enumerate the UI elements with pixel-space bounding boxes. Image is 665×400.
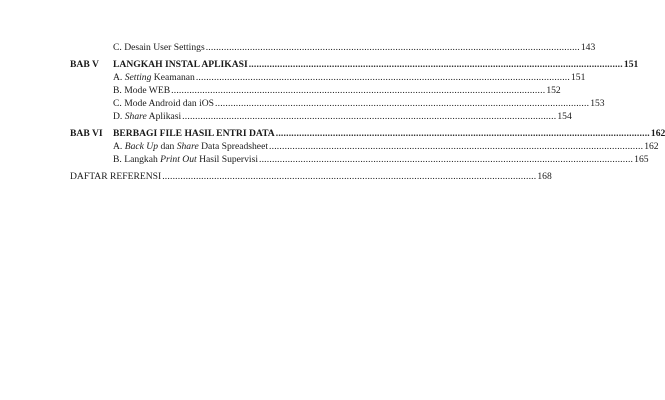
toc-page-number: 153 xyxy=(590,98,605,109)
dot-leader: ................................................................................................................................................ xyxy=(215,98,590,109)
toc-entry-label: C. Desain User Settings xyxy=(113,42,205,53)
toc-page-number: 165 xyxy=(634,154,649,165)
chapter-number-bab-vi: BAB VI xyxy=(70,128,103,139)
toc-page-number: 162 xyxy=(644,141,659,152)
toc-entry-label: A. Back Up dan Share Data Spreadsheet xyxy=(113,141,268,152)
dot-leader: ................................................................................................................................................ xyxy=(248,59,623,70)
toc-chapter-heading-bab-v xyxy=(113,58,639,71)
italic-term: Back Up xyxy=(124,141,159,152)
chapter-number-bab-v: BAB V xyxy=(70,59,99,70)
toc-page-number: 151 xyxy=(623,59,639,70)
toc-page-number: 143 xyxy=(580,42,596,53)
toc-page-number: 168 xyxy=(537,171,552,182)
italic-term: Setting xyxy=(124,72,152,83)
toc-entry-label: B. Mode WEB xyxy=(113,85,171,96)
toc-entry-label: D. Share Aplikasi xyxy=(113,111,182,122)
toc-page-number: 162 xyxy=(650,128,665,139)
dot-leader: ................................................................................................................................................ xyxy=(258,154,634,165)
toc-page-number: 152 xyxy=(546,85,561,96)
toc-entry-share-aplikasi xyxy=(113,110,572,123)
toc-entry-mode-web xyxy=(113,84,561,97)
toc-entry-print-out xyxy=(113,153,649,166)
toc-entry-label: A. Setting Keamanan xyxy=(113,72,195,83)
italic-term: Share xyxy=(124,111,147,122)
toc-entry-label: DAFTAR REFERENSI xyxy=(70,171,162,182)
toc-chapter-heading-bab-vi xyxy=(113,127,665,140)
chapter-title: LANGKAH INSTAL APLIKASI xyxy=(113,59,248,70)
toc-entry-label: C. Mode Android dan iOS xyxy=(113,98,215,109)
dot-leader: ................................................................................................................................................ xyxy=(275,128,650,139)
dot-leader: ................................................................................................................................................ xyxy=(171,85,546,96)
dot-leader: ................................................................................................................................................ xyxy=(162,171,537,182)
italic-term: Print Out xyxy=(160,154,197,165)
dot-leader: ................................................................................................................................................ xyxy=(182,111,557,122)
toc-entry-desain-user-settings xyxy=(113,41,596,54)
dot-leader: ................................................................................................................................................ xyxy=(195,72,570,83)
toc-entry-setting-keamanan xyxy=(113,71,586,84)
toc-page-number: 154 xyxy=(557,111,572,122)
toc-page-number: 151 xyxy=(571,72,586,83)
dot-leader: ................................................................................................................................................ xyxy=(269,141,644,152)
chapter-title: BERBAGI FILE HASIL ENTRI DATA xyxy=(113,128,275,139)
toc-entry-mode-android-ios xyxy=(113,97,605,110)
italic-term: Share xyxy=(176,141,199,152)
dot-leader: ................................................................................................................................................ xyxy=(205,42,580,53)
toc-entry-label: B. Langkah Print Out Hasil Supervisi xyxy=(113,154,258,165)
toc-entry-daftar-referensi xyxy=(70,170,552,183)
toc-entry-back-up-share xyxy=(113,140,659,153)
